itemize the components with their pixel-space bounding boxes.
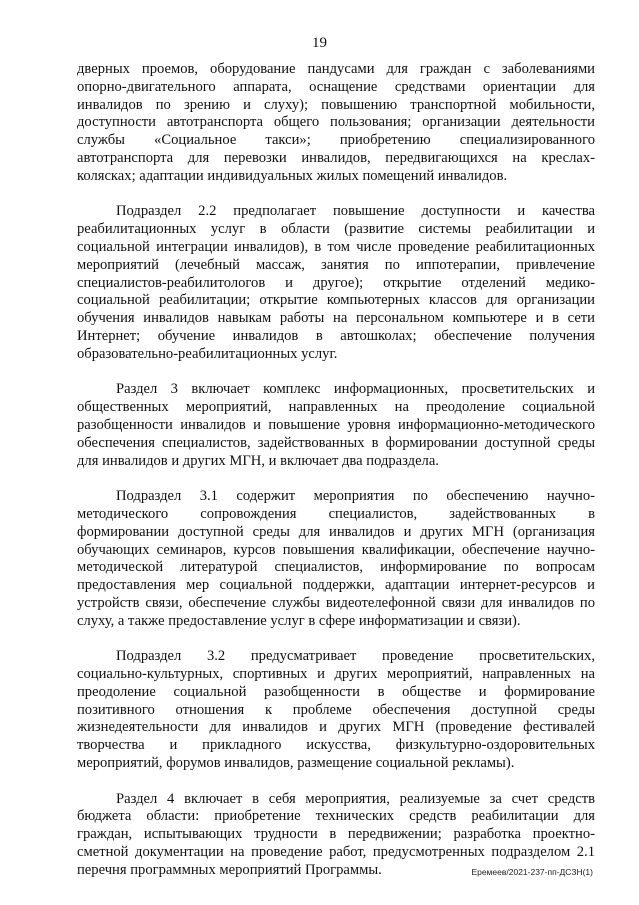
text-line: специалистов-реабилитологов и другое); открытие отделений медико- [77, 274, 595, 291]
text-line: мероприятий (лечебный массаж, занятия по иппотерапии, привлечение [77, 256, 595, 273]
text-line: предоставления мер социальной поддержки, адаптации интернет-ресурсов и [77, 577, 595, 594]
text-line: Раздел 4 включает в себя мероприятия, реализуемые за счет средств [116, 790, 595, 807]
text-line: обучающих семинаров, курсов повышения квалификации, обеспечение научно- [77, 541, 595, 558]
text-line: формировании доступной среды для инвалидов и других МГН (организация [77, 523, 595, 540]
text-line: реабилитационных услуг в области (развитие системы реабилитации и [77, 221, 595, 238]
text-line: социально-культурных, спортивных и других мероприятий, направленных на [77, 666, 595, 683]
text-line: колясках; адаптации индивидуальных жилых помещений инвалидов. [77, 167, 508, 184]
text-line: Интернет; обучение инвалидов в автошколах; обеспечение получения [77, 327, 595, 344]
text-line: слуху, а также предоставление услуг в сфере информатизации и связи). [77, 612, 521, 629]
text-line: сметной документации на проведение работ, предусмотренных подразделом 2.1 [77, 844, 595, 861]
text-line: жизнедеятельности для инвалидов и других МГН (проведение фестивалей [77, 719, 595, 736]
paragraph-subsection-2-2 [77, 203, 595, 363]
document-body [77, 61, 595, 897]
text-line: для инвалидов и других МГН, и включает два подраздела. [77, 452, 439, 469]
text-line: дверных проемов, оборудование пандусами для граждан с заболеваниями [77, 61, 595, 77]
text-line: службы «Социальное такси»; приобретению специализированного [77, 132, 595, 149]
text-line: социальной реабилитации; открытие компьютерных классов для организации [77, 292, 595, 309]
text-line: Раздел 3 включает комплекс информационных, просветительских и [116, 381, 595, 398]
text-line: методического сопровождения специалистов, задействованных в [77, 505, 595, 522]
text-line: позитивного отношения к проблеме обеспечения доступной среды [77, 701, 595, 718]
text-line: социальной интеграции инвалидов), в том числе проведение реабилитационных [77, 238, 595, 255]
text-line: бюджета области: приобретение технических средств реабилитации для [77, 808, 595, 825]
paragraph-subsection-3-2 [77, 648, 595, 773]
text-line: доступности автотранспорта общего пользования; организации деятельности [77, 114, 595, 131]
text-line: опорно-двигательного аппарата, оснащение средствами ориентации для [77, 78, 595, 95]
text-line: обучения инвалидов навыкам работы на персональном компьютере и в сети [77, 310, 595, 327]
text-line: граждан, испытывающих трудности в передвижении; разработка проектно- [77, 826, 595, 843]
text-line: мероприятий, форумов инвалидов, размещение социальной рекламы). [77, 755, 515, 772]
text-line: общественных мероприятий, направленных на преодоление социальной [77, 399, 595, 416]
text-line: Подраздел 3.2 предусматривает проведение просветительских, [116, 648, 595, 665]
text-line: творчества и прикладного искусства, физкультурно-оздоровительных [77, 737, 595, 754]
text-line: устройств связи, обеспечение службы видеотелефонной связи для инвалидов по [77, 594, 595, 611]
paragraph-continuation [77, 61, 595, 186]
paragraph-subsection-3-1 [77, 488, 595, 630]
text-line: автотранспорта для перевозки инвалидов, передвигающихся на креслах- [77, 149, 595, 166]
text-line: Подраздел 2.2 предполагает повышение доступности и качества [116, 203, 595, 220]
text-line: обеспечения специалистов, задействованных в формировании доступной среды [77, 434, 595, 451]
paragraph-section-3 [77, 381, 595, 470]
document-reference-code: Еремеев/2021-237-пп-ДСЗН(1) [471, 867, 593, 877]
text-line: преодоление социальной разобщенности в обществе и формирование [77, 683, 595, 700]
text-line: перечня программных мероприятий Программы. [77, 861, 382, 878]
text-line: методической литературой специалистов, информирование по вопросам [77, 559, 595, 576]
text-line: образовательно-реабилитационных услуг. [77, 345, 338, 362]
text-line: разобщенности инвалидов и повышение уровня информационно-методического [77, 416, 595, 433]
page-number: 19 [312, 35, 327, 51]
text-line: Подраздел 3.1 содержит мероприятия по обеспечению научно- [116, 488, 595, 505]
text-line: инвалидов по зрению и слуху); повышению транспортной мобильности, [77, 96, 595, 113]
